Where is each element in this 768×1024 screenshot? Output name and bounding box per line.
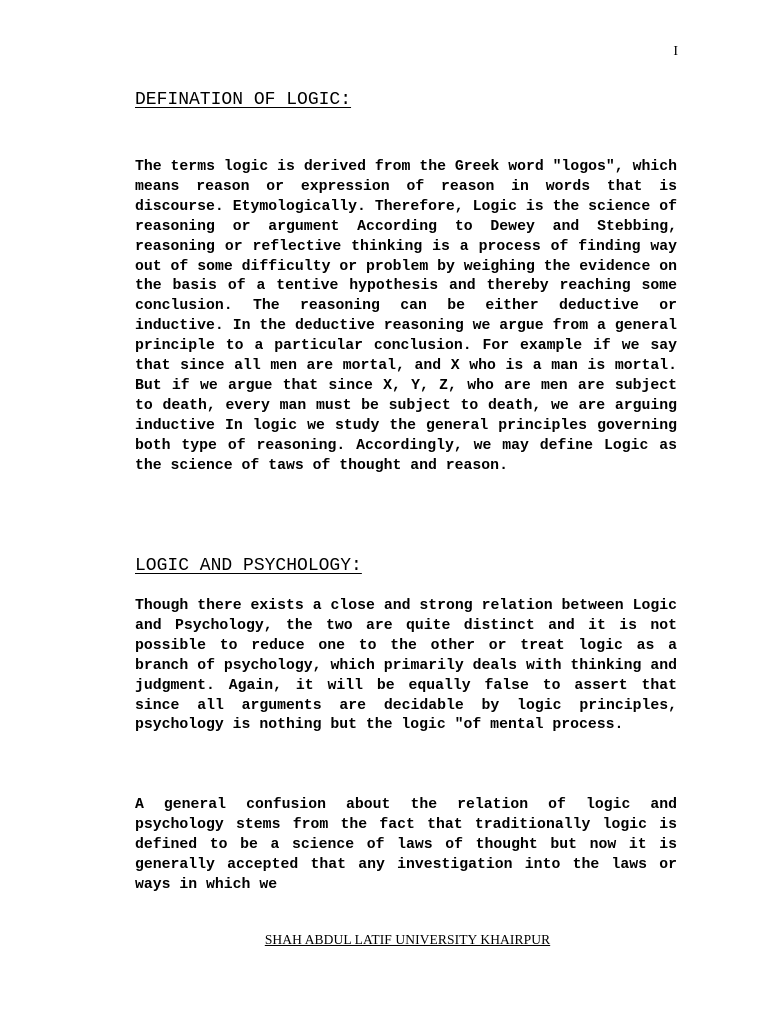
heading-definition-of-logic: DEFINATION OF LOGIC: xyxy=(135,90,352,110)
paragraph-general-confusion: A general confusion about the relation of logic and psychology stems from the fact that traditionally logic is defined to be a science of laws of thought but now it is generally accepted that any investigation into the laws or ways in which we xyxy=(135,797,677,893)
page-number: I xyxy=(673,44,678,59)
paragraph-definition: The terms logic is derived from the Greek word "logos", which means reason or expression of reason in words that is discourse. Etymologically. Therefore, Logic is the science of reasoning or argument According to Dewey and Stebbing, reasoning or reflective thinking is a process of finding way out of some difficulty or problem by weighing the evidence on the basis of a tentive hypothesis and thereby reaching some conclusion. The reasoning can be either deductive or inductive. In the deductive reasoning we argue from a general principle to a particular conclusion. For example if we say that since all men are mortal, and X who is a man is mortal. But if we argue that since X, Y, Z, who are men are subject to death, every man must be subject to death, we are arguing inductive In logic we study the general principles governing both type of reasoning. Accordingly, we may define Logic as the science of taws of thought and reason. xyxy=(135,159,677,474)
heading-logic-and-psychology: LOGIC AND PSYCHOLOGY: xyxy=(135,556,362,576)
paragraph-logic-psychology-relation: Though there exists a close and strong relation between Logic and Psychology, the two are quite distinct and it is not possible to reduce one to the other or treat logic as a branch of psychology, which primarily deals with thinking and judgment. Again, it will be equally false to assert that since all arguments are decidable by logic principles, psychology is nothing but the logic "of mental process. xyxy=(135,598,677,734)
footer-university-name: SHAH ABDUL LATIF UNIVERSITY KHAIRPUR xyxy=(264,932,551,947)
